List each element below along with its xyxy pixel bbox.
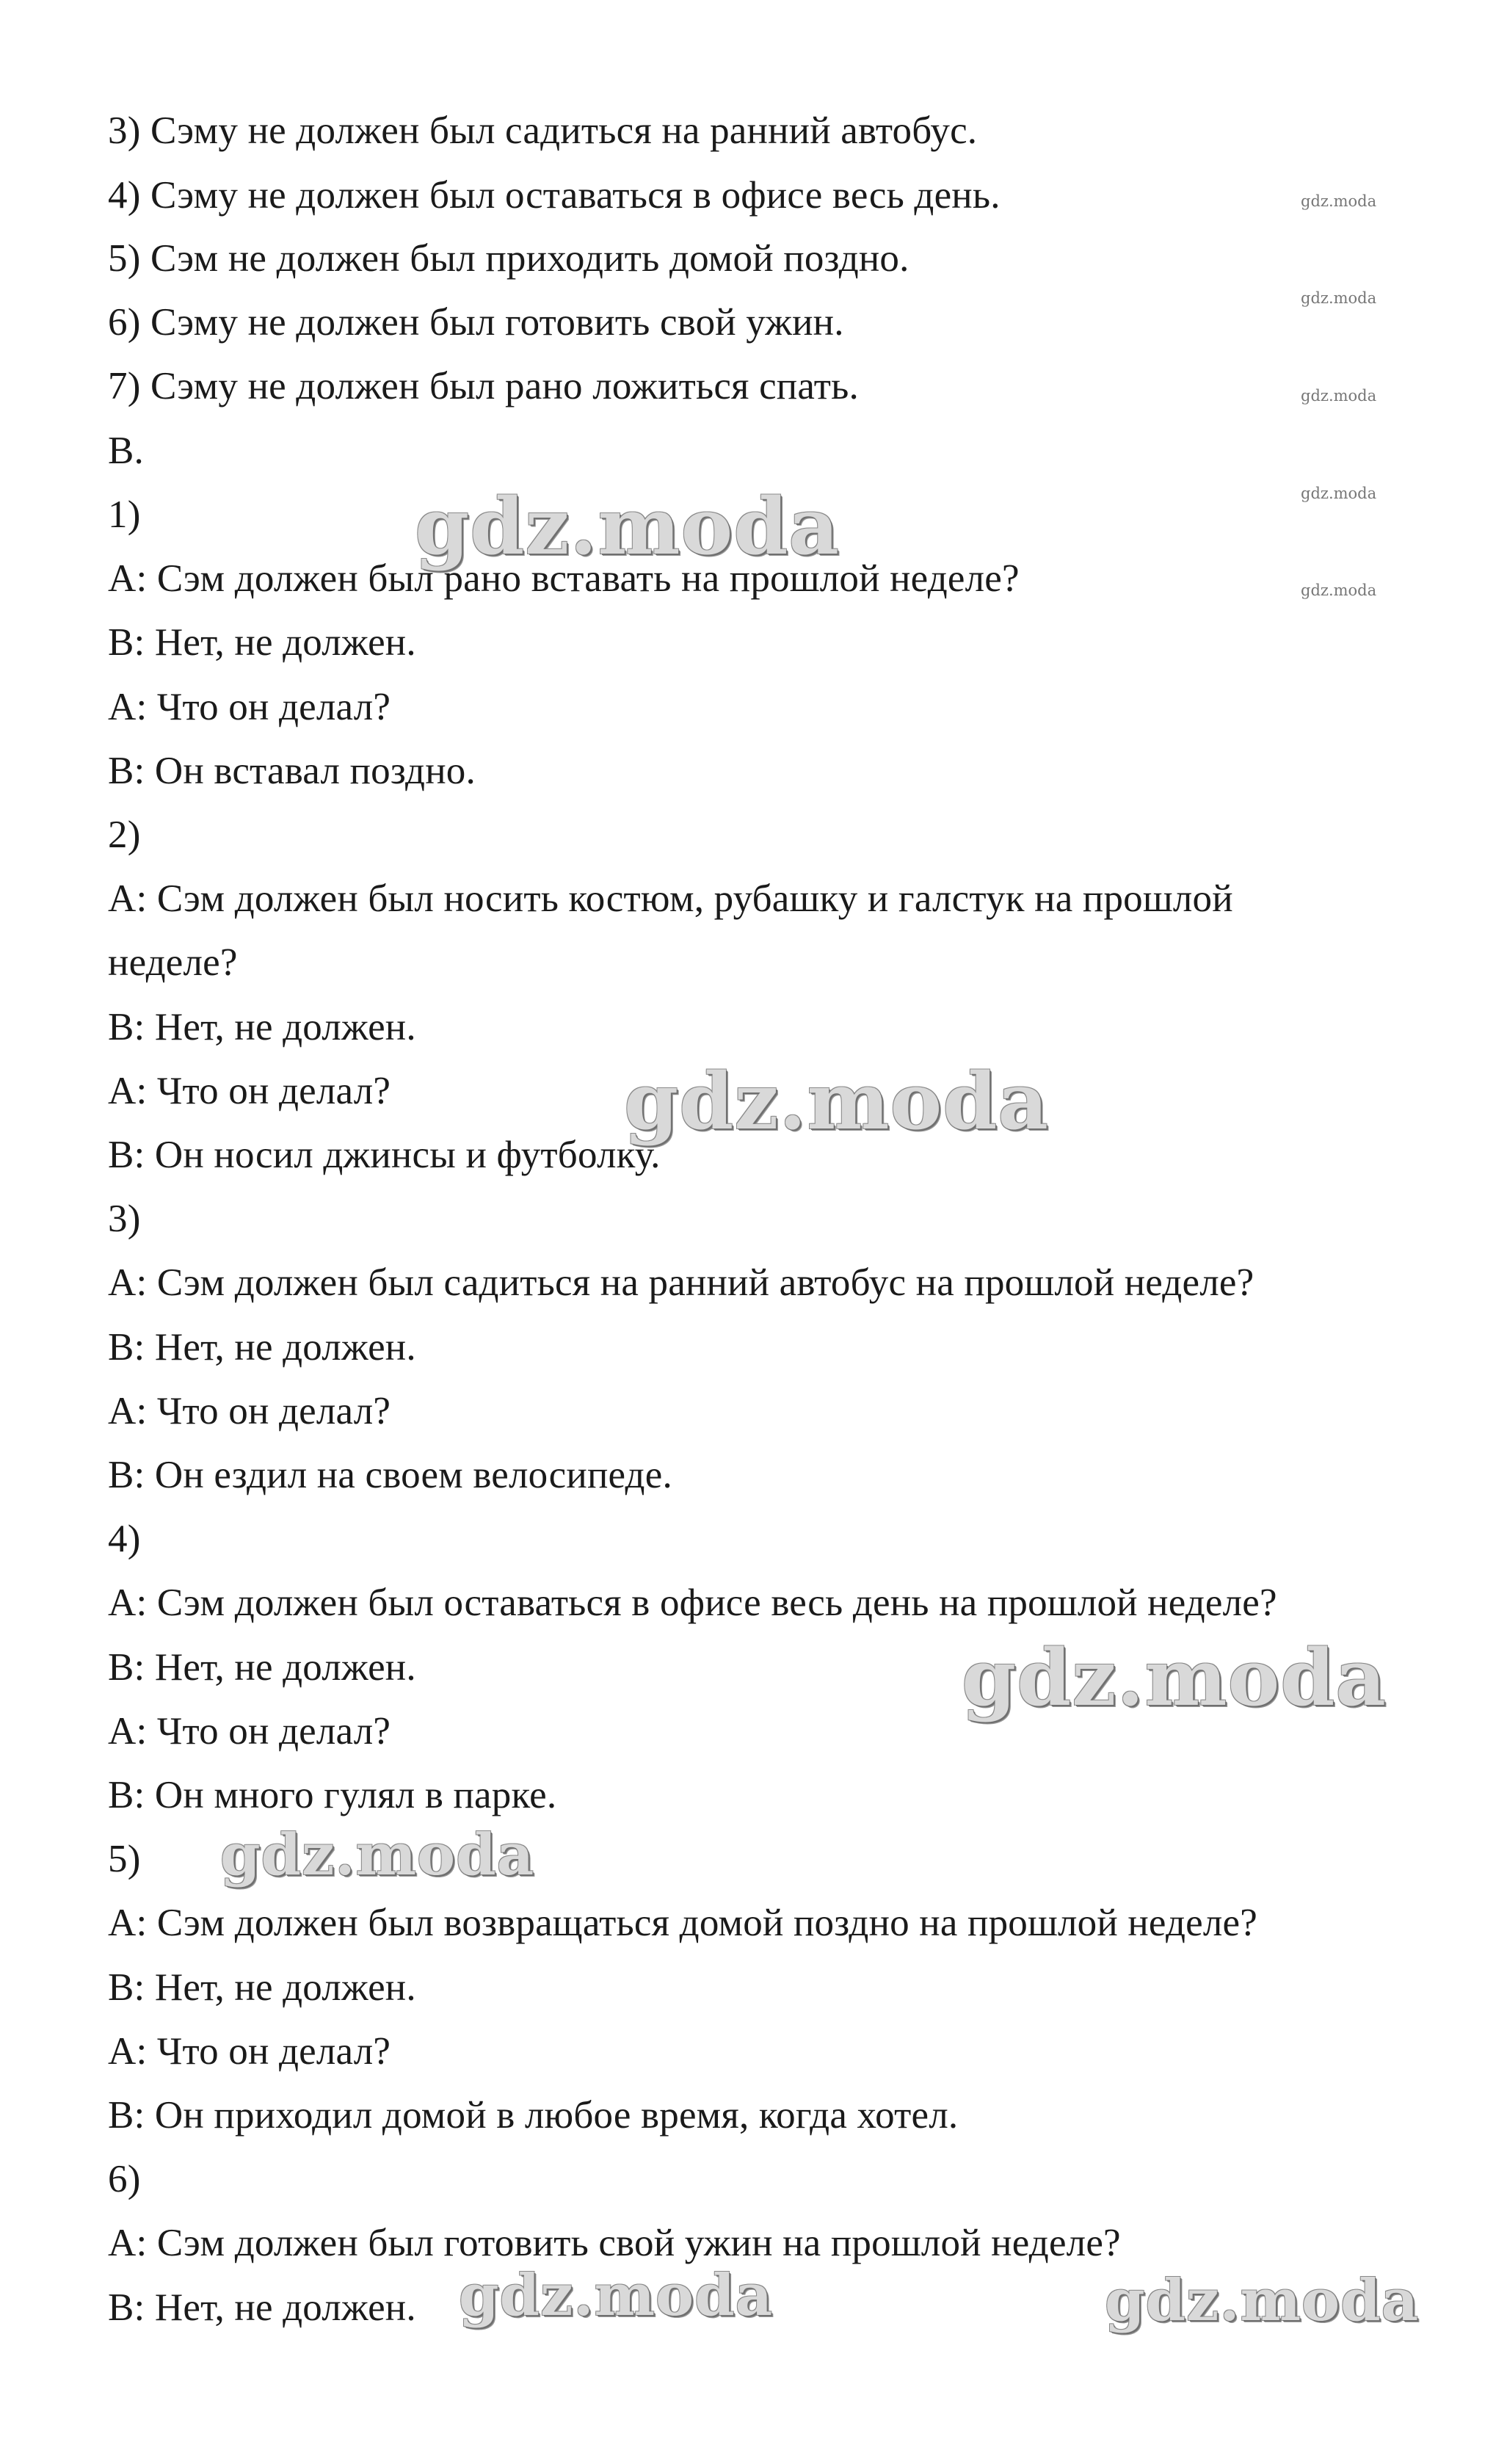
item-number: 4)	[108, 1518, 141, 1560]
dialog-line: A: Что он делал?	[108, 1390, 391, 1432]
dialog-line: A: Что он делал?	[108, 1070, 391, 1112]
watermark-medium: gdz.moda	[220, 1822, 535, 1888]
watermark-small: gdz.moda	[1301, 485, 1377, 502]
item-number: 1)	[108, 493, 141, 536]
dialog-line: A: Сэм должен был садиться на ранний автобус на прошлой неделе?	[108, 1261, 1254, 1304]
dialog-line: B: Нет, не должен.	[108, 1646, 416, 1689]
dialog-line: неделе?	[108, 941, 238, 984]
dialog-line: B: Нет, не должен.	[108, 1326, 416, 1369]
dialog-line: B: Он много гулял в парке.	[108, 1774, 557, 1816]
dialog-line: B: Нет, не должен.	[108, 1966, 416, 2009]
watermark-medium: gdz.moda	[1105, 2267, 1420, 2334]
text-line: 4) Сэму не должен был оставаться в офисе весь день.	[108, 174, 1001, 217]
watermark-small: gdz.moda	[1301, 289, 1377, 307]
dialog-line: A: Что он делал?	[108, 686, 391, 728]
dialog-line: B: Он вставал поздно.	[108, 750, 476, 792]
dialog-line: A: Что он делал?	[108, 1710, 391, 1753]
dialog-line: B: Нет, не должен.	[108, 621, 416, 664]
text-line: 5) Сэм не должен был приходить домой поздно.	[108, 237, 909, 280]
watermark-medium: gdz.moda	[459, 2262, 774, 2329]
dialog-line: B: Он ездил на своем велосипеде.	[108, 1454, 672, 1496]
dialog-line: A: Сэм должен был готовить свой ужин на прошлой неделе?	[108, 2222, 1121, 2264]
item-number: 3)	[108, 1197, 141, 1240]
text-line: 3) Сэму не должен был садиться на ранний автобус.	[108, 109, 978, 152]
item-number: 6)	[108, 2158, 141, 2200]
watermark-large: gdz.moda	[962, 1631, 1387, 1723]
watermark-small: gdz.moda	[1301, 192, 1377, 210]
watermark-small: gdz.moda	[1301, 387, 1377, 405]
item-number: 5)	[108, 1838, 141, 1880]
item-number: 2)	[108, 814, 141, 856]
dialog-line: B: Он приходил домой в любое время, когда хотел.	[108, 2094, 959, 2137]
section-label: B.	[108, 430, 145, 472]
watermark-small: gdz.moda	[1301, 581, 1377, 599]
dialog-line: B: Он носил джинсы и футболку.	[108, 1134, 661, 1176]
text-line: 7) Сэму не должен был рано ложиться спать.	[108, 365, 859, 407]
dialog-line: A: Сэм должен был рано вставать на прошлой неделе?	[108, 557, 1020, 600]
dialog-line: A: Сэм должен был носить костюм, рубашку и галстук на прошлой	[108, 877, 1233, 920]
text-line: 6) Сэму не должен был готовить свой ужин.	[108, 301, 844, 344]
watermark-large: gdz.moda	[624, 1055, 1049, 1147]
dialog-line: A: Что он делал?	[108, 2030, 391, 2073]
watermark-large: gdz.moda	[415, 480, 840, 572]
dialog-line: B: Нет, не должен.	[108, 2286, 416, 2329]
dialog-line: A: Сэм должен был возвращаться домой поздно на прошлой неделе?	[108, 1902, 1257, 1944]
dialog-line: A: Сэм должен был оставаться в офисе весь день на прошлой неделе?	[108, 1581, 1277, 1624]
dialog-line: B: Нет, не должен.	[108, 1006, 416, 1048]
